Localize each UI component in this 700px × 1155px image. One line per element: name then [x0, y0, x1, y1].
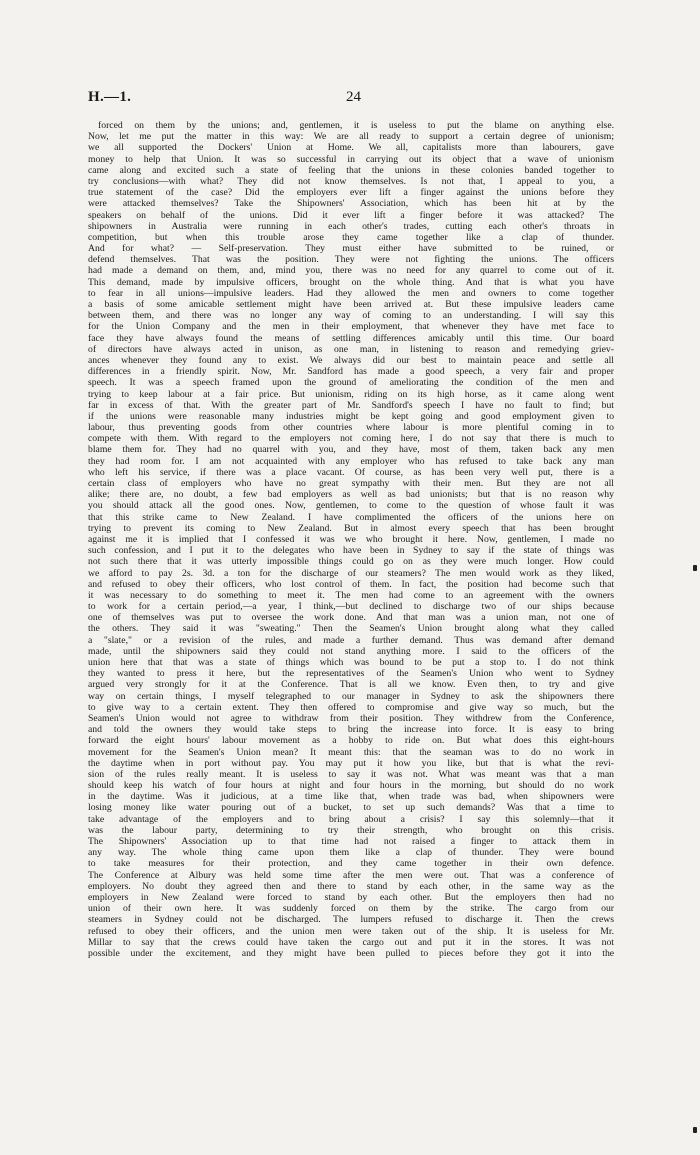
text-line: speakers on behalf of the unions. Did it ever lift a finger before it was attacked? The: [88, 209, 614, 221]
margin-mark: [693, 565, 697, 571]
text-line: for the Union Company and the men in their employment, that whenever they have met face to: [88, 321, 614, 333]
text-line: employers. No doubt they agreed then and there to stand by each other, in the same way as the: [88, 880, 615, 892]
text-line: that this strike came to New Zealand. I have complimented the officers of the unions here on: [88, 511, 614, 523]
text-line: a "slate," or a revision of the rules, and made a further demand. Thus was demand after demand: [88, 634, 615, 646]
text-line: speech. It was a speech framed upon the ground of ameliorating the condition of the men and: [88, 377, 614, 389]
text-line: and refused to obey their officers, who lost control of them. In fact, the position had become such that: [88, 578, 615, 590]
text-line: we afford to pay 2s. 3d. a ton for the discharge of our steamers? The men would work as they liked,: [88, 567, 615, 579]
text-line: came along and excited such a state of feeling that the unions in these colonies banded together to: [88, 164, 614, 176]
text-line: should keep his watch of four hours at night and four hours in the morning, but should do no work: [88, 780, 614, 792]
text-line: certain class of employers who have no great sympathy with their men. But they are not all: [88, 478, 614, 489]
text-line: blame them for. They had no quarrel with you, and they have, most of them, taken back any men: [88, 444, 615, 456]
text-line: if the unions were reasonable many industries might be kept going and good employment given to: [88, 410, 615, 422]
text-line: far in excess of that. With the greater part of Mr. Sandford's speech I have no fault to find; but: [88, 399, 614, 411]
text-line: the others. They said it was "sweating." Then the Seamen's Union brought along what they called: [88, 623, 615, 635]
text-line: was the labour party, determining to try their strength, who brought on this crisis.: [88, 824, 614, 836]
text-line: take advantage of the employers and to bring about a crisis? I say this solemnly—that it: [88, 813, 614, 825]
body-paragraph: [88, 120, 614, 959]
text-line: the daytime when in port without pay. You may put it how you like, but that is what the revi-: [88, 757, 615, 769]
text-line: against me it is implied that I confessed it was we who brought it here. Now, gentlemen, I made no: [88, 533, 615, 545]
text-line: ances whenever they found any to exist. We always did our best to maintain peace and settle all: [88, 354, 614, 366]
margin-mark: [693, 1127, 697, 1133]
text-line: losing money like water pouring out of a bucket, to set up such demands? Was that a time to: [88, 802, 614, 814]
text-line: to fear in all unions—impulsive leaders. Had they allowed the men and owners to come together: [88, 287, 615, 299]
text-line: Now, let me put the matter in this way: We are all ready to support a certain degree of unionism;: [88, 131, 615, 143]
text-line: And for what? — Self-preservation. They must either have submitted to be ruined, or: [88, 243, 614, 255]
text-line: Millar to say that the crews could have taken the cargo out and put it in the stores. It was not: [88, 936, 614, 948]
text-line: shipowners in Australia were running in each other's trades, cutting each other's throats in: [88, 220, 615, 232]
text-line: labour, thus preventing goods from other countries where labour is more plentiful coming in to: [88, 422, 615, 434]
text-line: compete with them. With regard to the employers not coming here, I do not say that there is much to: [88, 433, 615, 445]
text-line: steamers in Sydney could not be discharged. The lumpers refused to discharge it. Then the crews: [88, 914, 615, 926]
text-line: of directors have always acted in unison, as one man, in listening to reason and remedying griev-: [88, 343, 614, 355]
text-line: to work for a certain period,—a year, I think,—but declined to discharge two of our ships because: [88, 601, 615, 613]
text-line: possible under the excitement, and they might have been pulled to pieces before they got it into the: [88, 947, 615, 959]
text-line: refused to obey their officers, and the union men were taken out of the ship. It is useless for Mr.: [88, 925, 614, 937]
text-line: and told the owners they would take steps to bring the increase into force. It is easy to bring: [88, 724, 615, 736]
text-line: This demand, made by impulsive officers, brought on the whole thing. And that is what you have: [88, 276, 614, 288]
text-line: movement for the Seamen's Union mean? It meant this: that the seaman was to do no work in: [88, 746, 615, 758]
text-line: union of their own here. It was suddenly forced on them by the strike. The cargo from our: [88, 903, 615, 915]
text-line: not such there that it was utterly impossible things could go on as they were much longer. How could: [88, 556, 614, 568]
text-line: forward the eight hours' labour movement as a hobby to ride on. But what does this eight-hours: [88, 735, 615, 747]
text-line: in the daytime. Was it judicious, at a time like that, when trade was bad, when shipowners were: [88, 791, 615, 803]
text-line: alike; there are, no doubt, a few bad employers as well as bad unionists; but that is no reason why: [88, 489, 614, 501]
text-line: The Shipowners' Association up to that time had not raised a finger to attack them in: [88, 836, 614, 847]
text-line: were attacked themselves? Take the Shipowners' Association, which has been hit at by the: [88, 198, 615, 210]
text-line: differences in a friendly spirit. Now, Mr. Sandford has made a good speech, a very fair and proper: [88, 366, 615, 378]
text-line: sion of the rules really meant. It is useless to say it was not. What was meant was that a man: [88, 768, 614, 780]
text-line: any way. The whole thing came upon them like a clap of thunder. They were bound: [88, 847, 614, 859]
text-line: they had room for. I am not acquainted with any employer who has refused to take back any man: [88, 455, 614, 467]
text-line: argued very strongly for it at the Conference. That is all we know. Even then, to try and give: [88, 679, 614, 691]
text-line: had made a demand on them, and, mind you, there was no need for any quarrel to come out of it.: [88, 265, 615, 277]
text-line: trying to prevent its coming to New Zealand. But in almost every speech that has been brought: [88, 522, 614, 534]
page-number: 24: [346, 89, 361, 105]
text-line: who left his service, if there was a place vacant. Of course, as has been very well put, there is a: [88, 466, 614, 478]
text-line: such confession, and I put it to the delegates who have been in Sydney to say if the state of things was: [88, 545, 614, 557]
text-line: to take measures for their protection, and they came together in their own defence.: [88, 858, 614, 870]
text-line: a basis of some amicable settlement might have been arrived at. But these impulsive leaders came: [88, 299, 614, 310]
text-line: The Conference at Albury was held some time after the men were out. That was a conference of: [88, 869, 614, 881]
text-line: to give way to a certain extent. They then offered to compromise and give way so much, but the: [88, 701, 615, 713]
text-line: one of themselves was put to oversee the work done. And that man was a union man, not one of: [88, 612, 615, 624]
document-reference: H.—1.: [88, 89, 132, 105]
text-line: Seamen's Union would not agree to withdraw from their position. They withdrew from the Conference,: [88, 712, 614, 724]
text-line: way on certain things, I myself telegraphed to our manager in Sydney to ask the shipowners there: [88, 690, 614, 702]
text-line: we all supported the Dockers' Union at Home. We all, capitalists more than labourers, gave: [88, 142, 614, 154]
text-line: trying to keep labour at a fair price. But unionism, riding on its high horse, as it came along went: [88, 388, 615, 400]
text-line: you should attack all the good ones. Now, gentlemen, to come to the question of whose fault it was: [88, 500, 615, 512]
text-line: money to help that Union. It was so successful in carrying out its object that a wave of unionism: [88, 153, 614, 165]
text-line: face they have always found the means of settling differences amicably until this time. Our board: [88, 332, 614, 344]
text-line: employers in New Zealand were forced to stand by each other. But the employers then had no: [88, 891, 614, 903]
text-line: forced on them by the unions; and, gentlemen, it is useless to put the blame on anything else.: [98, 120, 615, 131]
text-line: defend themselves. That was the position. They were not fighting the unions. The officers: [88, 254, 615, 266]
text-line: competition, but when this trouble arose they came together like a clap of thunder.: [88, 231, 614, 243]
text-line: true statement of the case? Did the employers ever lift a finger against the unions before they: [88, 187, 615, 199]
text-line: between them, and there was no longer any way of coming to an understanding. I will say this: [88, 310, 615, 322]
text-line: they wanted to press it here, but the representatives of the Seamen's Union who went to Sydney: [88, 668, 615, 680]
text-line: union here that that was a state of things which was bound to be put a stop to. I do not think: [88, 657, 615, 668]
text-line: it was necessary to do something to meet it. The men had come to an agreement with the owners: [88, 589, 614, 601]
text-line: made, until the shipowners said they could not stand anything more. I said to the officers of the: [88, 645, 614, 657]
text-line: try conclusions—with what? They did not know themselves. Is not that, I appeal to you, a: [88, 175, 615, 187]
